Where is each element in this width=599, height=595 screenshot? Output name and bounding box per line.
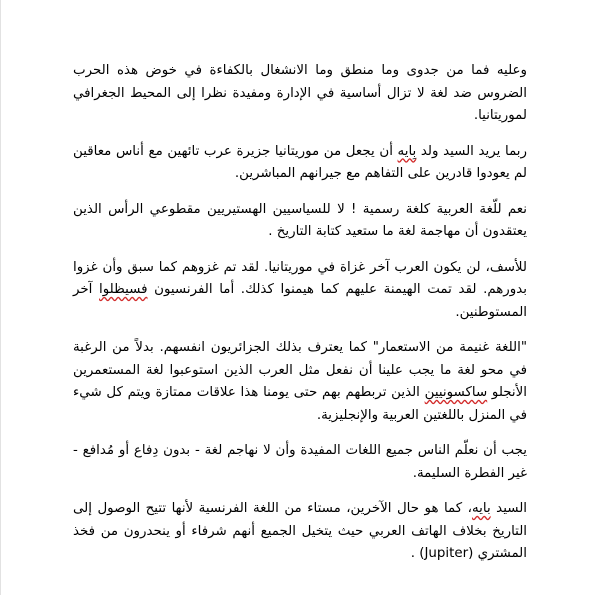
text-run: يجب أن نعلّم الناس جميع اللغات المفيدة وأن لا نهاجم لغة - بدون دِفاع أو مُدافع - غير الفطرة السليمة. (73, 443, 527, 481)
paragraph-3 (73, 199, 527, 244)
text-run: ربما يريد السيد ولد (416, 143, 528, 159)
text-run: "اللغة غنيمة من الاستعمار" كما يعترف بذلك الجزائريون انفسهم. بدلاً من الرغبة في محو لغة ما يجب علينا أن نفعل مثل العرب الذين استوعبوا لغة المستعمرين الأنجلو (73, 340, 527, 400)
text-run: الذين تربطهم بهم حتى يومنا هذا علاقات ممتازة ويتم كل شيء في المنزل باللغتين العربية والإنجليزية. (73, 385, 527, 423)
text-run: أن يجعل من موريتانيا جزيرة عرب تائهين مع أناس معاقين لم يعودوا قادرين على التفاهم مع جيرانهم المباشرين. (73, 143, 527, 181)
text-run: آخر المستوطنين. (73, 282, 527, 320)
misspelled-word: بايه (471, 501, 491, 516)
misspelled-word: بِايه (397, 143, 417, 159)
text-run: وعليه فما من جدوى وما منطق وما الانشغال بالكفاءة في خوض هذه الحرب الضروس ضد لغة لا تزال أساسية في الإدارة ومفيدة نظرا إلى المحيط الجغرافي لموريتانيا. (73, 63, 527, 123)
text-run: ) . (410, 546, 425, 561)
misspelled-word: ساكسونيين (424, 385, 488, 400)
text-run: السيد (490, 501, 527, 516)
latin-word: Jupiter (424, 546, 469, 561)
paragraph-6 (73, 440, 527, 485)
text-run: للأسف، لن يكون العرب آخر غزاة في موريتانيا. لقد تم غزوهم كما سبق وأن غزوا بدورهم. لقد تمت الهيمنة عليهم كما هيمنوا كذلك. أما الفرنسيون (73, 259, 527, 297)
paragraph-7 (73, 498, 527, 566)
paragraph-4 (73, 257, 527, 325)
paragraph-5 (73, 337, 527, 427)
paragraph-1 (73, 60, 527, 128)
text-run: ، كما هو حال الآخرين، مستاء من اللغة الفرنسية لأنها تتيح الوصول إلى التاريخ بخلاف الهاتف العربي حيث يتخيل الجميع أنهم شرفاء أو ينحدرون من فخذ المشتري ( (73, 501, 527, 561)
paragraph-2 (73, 141, 527, 186)
document-body[interactable] (73, 60, 527, 579)
text-run: نعم للّغة العربية كلغة رسمية ! لا للسياسيين الهستيريين مقطوعي الرأس الذين يعتقدون أن مهاجمة لغة ما ستعيد كتابة التاريخ . (73, 201, 527, 239)
misspelled-word: فسيظلوا (99, 282, 148, 297)
